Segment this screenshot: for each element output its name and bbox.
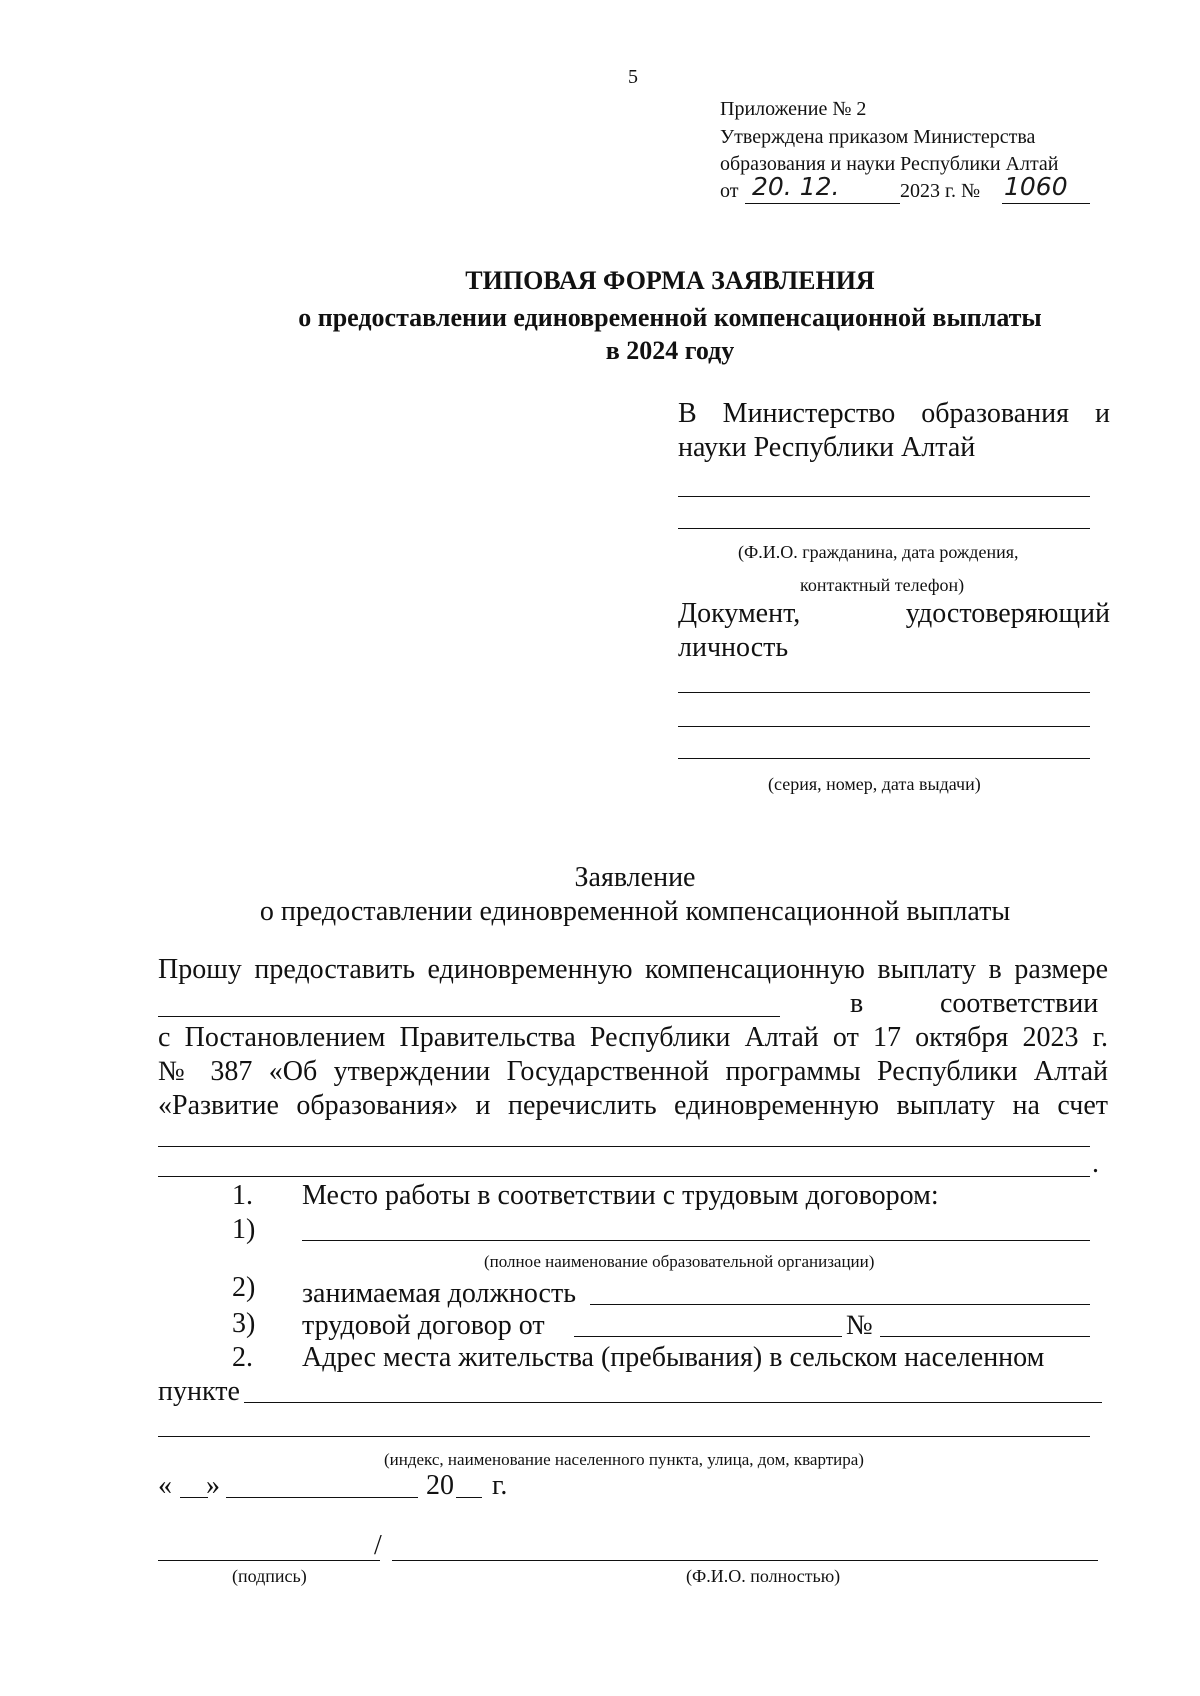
- subitem-3-number: 3): [232, 1308, 256, 1339]
- id-document-hint: (серия, номер, дата выдачи): [768, 774, 981, 794]
- signature-slash: /: [374, 1530, 382, 1561]
- statement-heading-2: о предоставлении единовременной компенсационной выплаты: [259, 896, 1011, 927]
- contract-label: трудовой договор от: [302, 1310, 545, 1341]
- date-open-quote: «: [158, 1470, 172, 1501]
- year-suffix: г.: [492, 1470, 508, 1501]
- id-field-line-2[interactable]: [678, 726, 1090, 727]
- item-2-number: 2.: [232, 1342, 253, 1373]
- handwritten-date: 20. 12.: [752, 172, 840, 201]
- fio-hint-1: (Ф.И.О. гражданина, дата рождения,: [738, 542, 1019, 562]
- full-name-hint: (Ф.И.О. полностью): [686, 1566, 841, 1586]
- month-field-line[interactable]: [226, 1497, 418, 1498]
- appendix-label: Приложение № 2: [720, 98, 867, 120]
- number-underline: [1002, 203, 1090, 204]
- request-line-2-accordance: соответствии: [940, 988, 1099, 1019]
- full-name-field-line[interactable]: [392, 1560, 1098, 1561]
- id-document-line-1: Документ, удостоверяющий: [678, 598, 1110, 629]
- fio-field-line-2[interactable]: [678, 528, 1090, 529]
- address-hint: (индекс, наименование населенного пункта, улица, дом, квартира): [384, 1450, 864, 1469]
- fio-hint-2: контактный телефон): [800, 575, 965, 595]
- year-field-line[interactable]: [456, 1497, 482, 1498]
- organization-field-line[interactable]: [302, 1240, 1090, 1241]
- account-field-line-2[interactable]: [158, 1176, 1090, 1177]
- date-close-quote: »: [206, 1470, 220, 1501]
- request-line-3: с Постановлением Правительства Республики Алтай от 17 октября 2023 г.: [158, 1022, 1108, 1053]
- request-line-2-in: в: [850, 988, 864, 1019]
- item-1-text: Место работы в соответствии с трудовым договором:: [302, 1180, 939, 1211]
- year-text: 2023 г. №: [900, 180, 981, 202]
- year-prefix: 20: [426, 1470, 454, 1501]
- item-2-continuation: пункте: [158, 1376, 240, 1407]
- id-field-line-1[interactable]: [678, 692, 1090, 693]
- signature-field-line[interactable]: [158, 1560, 380, 1561]
- request-line-1: Прошу предоставить единовременную компенсационную выплату в размере: [158, 954, 1108, 985]
- contract-number-field-line[interactable]: [880, 1336, 1090, 1337]
- signature-hint: (подпись): [232, 1566, 307, 1586]
- contract-number-sign: №: [846, 1310, 873, 1341]
- item-1-number: 1.: [232, 1180, 253, 1211]
- item-2-text: Адрес места жительства (пребывания) в сельском населенном: [302, 1342, 1045, 1373]
- page-number: 5: [628, 66, 638, 88]
- request-line-4: № 387 «Об утверждении Государственной программы Республики Алтай: [158, 1056, 1108, 1087]
- approved-by-line-1: Утверждена приказом Министерства: [720, 126, 1036, 148]
- position-field-line[interactable]: [590, 1304, 1090, 1305]
- amount-field-line[interactable]: [158, 1016, 780, 1017]
- addressee-line-2: науки Республики Алтай: [678, 432, 976, 463]
- id-document-line-2: личность: [678, 632, 789, 663]
- organization-hint: (полное наименование образовательной организации): [484, 1252, 875, 1271]
- title-line-3: в 2024 году: [605, 336, 735, 365]
- date-underline: [745, 203, 900, 204]
- account-field-line-1[interactable]: [158, 1146, 1090, 1147]
- title-line-2: о предоставлении единовременной компенсационной выплаты: [298, 303, 1042, 332]
- day-field-line[interactable]: [180, 1497, 208, 1498]
- address-field-line-2[interactable]: [158, 1436, 1090, 1437]
- statement-heading-1: Заявление: [574, 862, 696, 893]
- date-prefix: от: [720, 180, 739, 202]
- fio-field-line-1[interactable]: [678, 496, 1090, 497]
- handwritten-number: 1060: [1004, 172, 1068, 201]
- contract-date-field-line[interactable]: [574, 1336, 842, 1337]
- id-field-line-3[interactable]: [678, 758, 1090, 759]
- addressee-line-1: В Министерство образования и: [678, 398, 1110, 429]
- approved-by-line-2: образования и науки Республики Алтай: [720, 153, 1059, 175]
- subitem-2-number: 2): [232, 1272, 256, 1303]
- account-end-dot: .: [1092, 1148, 1099, 1179]
- address-field-line-1[interactable]: [244, 1402, 1102, 1403]
- position-label: занимаемая должность: [302, 1278, 576, 1309]
- title-line-1: ТИПОВАЯ ФОРМА ЗАЯВЛЕНИЯ: [465, 266, 875, 295]
- subitem-1-number: 1): [232, 1214, 256, 1245]
- request-line-5: «Развитие образования» и перечислить единовременную выплату на счет: [158, 1090, 1108, 1121]
